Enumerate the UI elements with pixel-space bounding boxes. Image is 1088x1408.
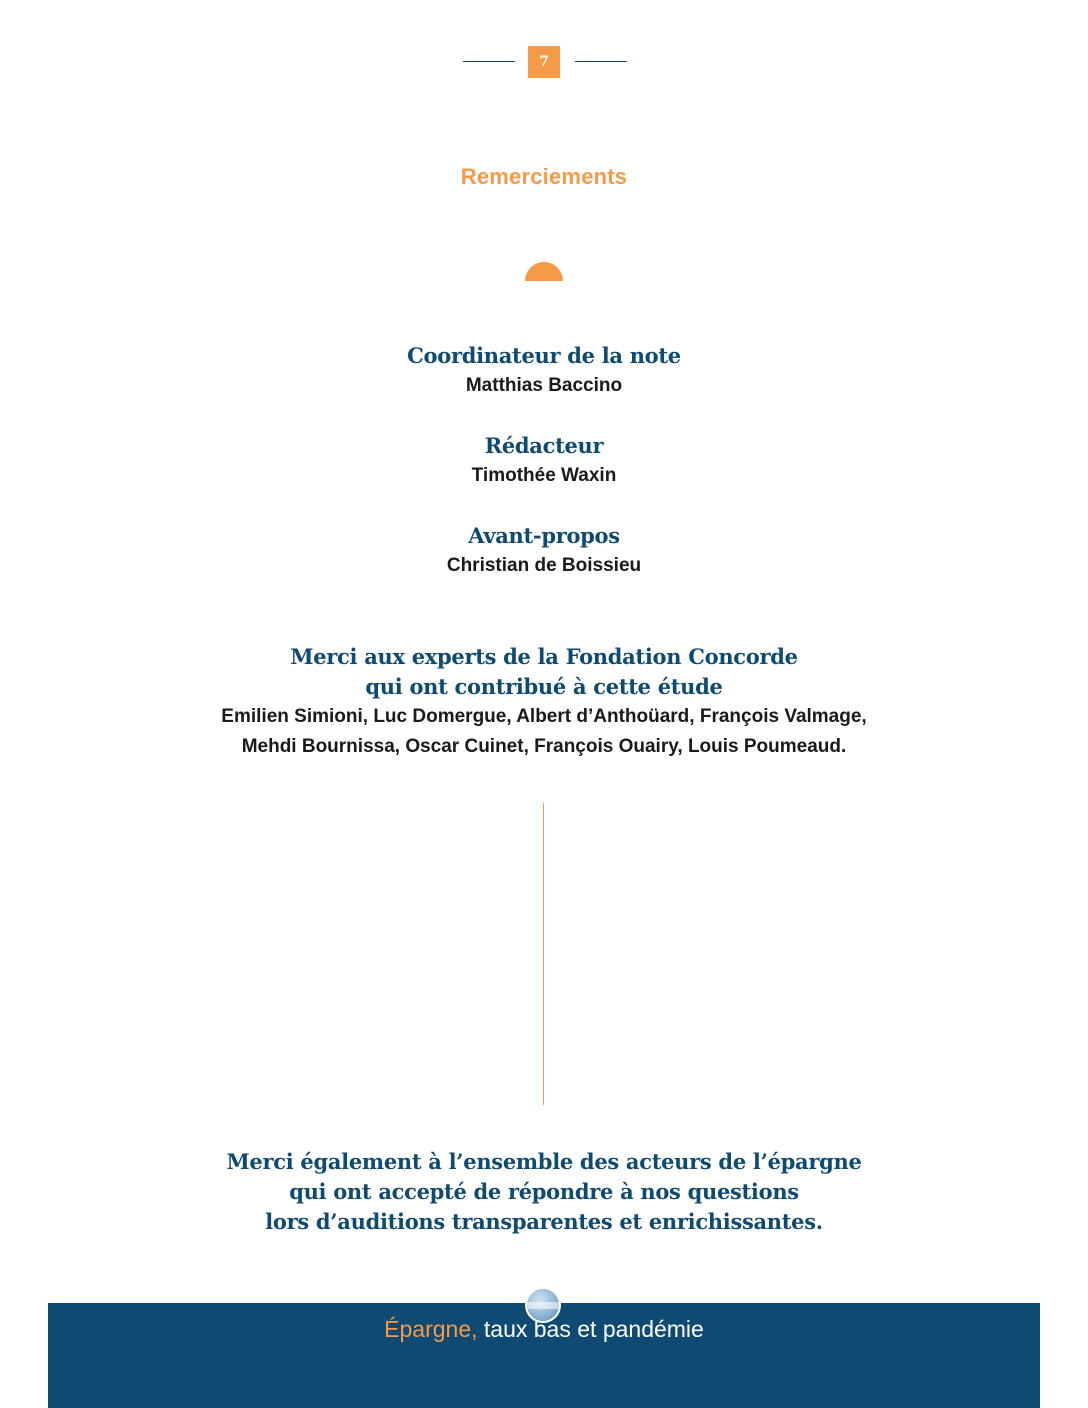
coordinator-heading: Coordinateur de la note xyxy=(407,343,681,368)
experts-section xyxy=(0,642,1088,762)
foreword-heading: Avant-propos xyxy=(468,523,620,548)
editor-name: Timothée Waxin xyxy=(471,465,617,486)
vertical-divider xyxy=(543,803,544,1105)
editor-heading: Rédacteur xyxy=(484,433,604,458)
page-number: 7 xyxy=(528,46,560,78)
footer-title-rest: taux bas et pandémie xyxy=(483,1316,704,1342)
closing-line1: Merci également à l’ensemble des acteurs de l’épargne xyxy=(226,1149,862,1174)
experts-heading-line2: qui ont contribué à cette étude xyxy=(365,674,723,699)
foreword-author: Christian de Boissieu xyxy=(446,555,642,576)
closing-line3: lors d’auditions transparentes et enrichissantes. xyxy=(265,1209,823,1234)
page-number-header xyxy=(0,46,1088,78)
experts-heading-line1: Merci aux experts de la Fondation Concorde xyxy=(290,644,798,669)
editor-section xyxy=(0,431,1088,491)
experts-names-line1: Emilien Simioni, Luc Domergue, Albert d’Anthoüard, François Valmage, xyxy=(221,706,867,727)
coordinator-name: Matthias Baccino xyxy=(465,375,623,396)
closing-line2: qui ont accepté de répondre à nos questions xyxy=(289,1179,799,1204)
foreword-section xyxy=(0,521,1088,581)
footer-title xyxy=(0,1314,1088,1344)
divider-right xyxy=(575,61,627,62)
coordinator-section xyxy=(0,341,1088,401)
footer-title-accent: Épargne, xyxy=(384,1316,478,1342)
logo-band xyxy=(527,1302,559,1309)
divider-left xyxy=(463,61,515,62)
page-title: Remerciements xyxy=(460,164,628,189)
experts-names-line2: Mehdi Bournissa, Oscar Cuinet, François Ouairy, Louis Poumeaud. xyxy=(241,736,847,757)
closing-section xyxy=(0,1147,1088,1237)
half-circle-icon xyxy=(525,262,563,281)
